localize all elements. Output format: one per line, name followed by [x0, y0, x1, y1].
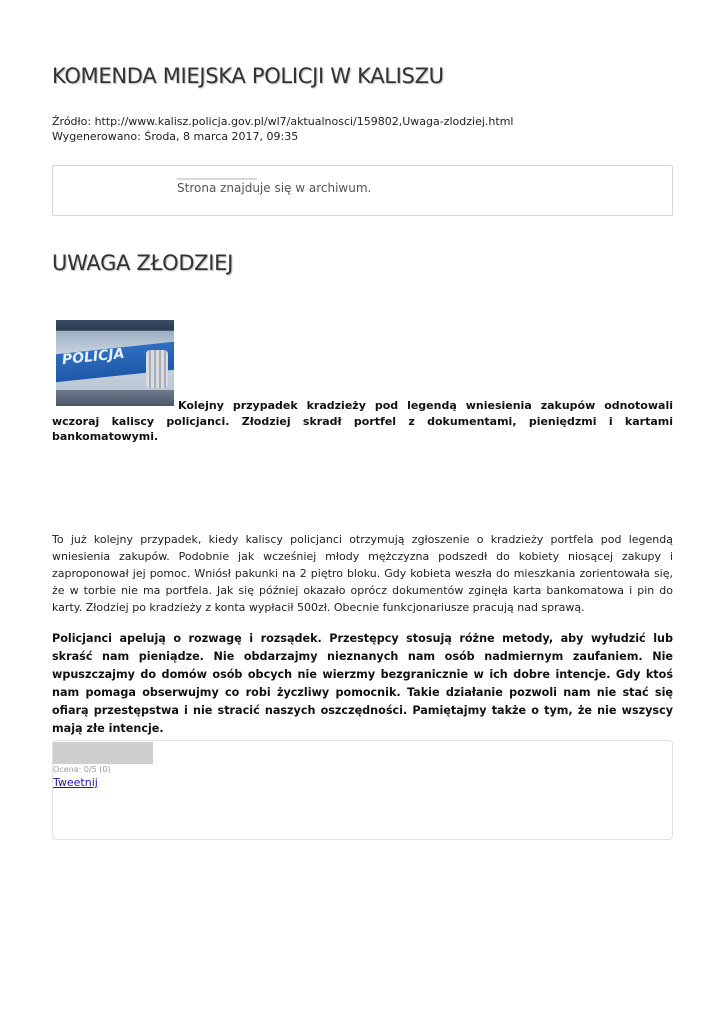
- generated-line: Wygenerowano: Środa, 8 marca 2017, 09:35: [52, 130, 299, 143]
- lead-text: Kolejny przypadek kradzieży pod legendą wniesienia zakupów odnotowali wczoraj kaliscy policjanci. Złodziej skradł portfel z dokumentami, pieniędzmi i kartami bankomatowymi.: [52, 399, 673, 443]
- police-car-photo: [56, 320, 174, 406]
- article-title: UWAGA ZŁODZIEJ: [52, 251, 234, 275]
- photo-bumper: [56, 390, 174, 406]
- article-lead: [52, 320, 673, 445]
- article-body: To już kolejny przypadek, kiedy kaliscy policjanci otrzymują zgłoszenie o kradzieży portfela pod legendą wniesienia zakupów. Podobnie jak wcześniej młody mężczyzna podszedł do kobiety niosącej zakupy i zaproponował jej pomoc. Wniósł pakunki na 2 piętro bloku. Gdy kobieta weszła do mieszkania zorientowała się, że w torbie nie ma portfela. Jak się później okazało oprócz dokumentów zginęła karta bankomatowa i pin do karty. Złodziej po kradzieży z konta wypłacił 500zł. Obecnie funkcjonariusze pracują nad sprawą.: [52, 533, 673, 614]
- article-appeal: Policjanci apelują o rozwagę i rozsądek. Przestępcy stosują różne metody, aby wyłudzić lub skraść nam pieniądze. Nie obdarzajmy nieznanych nam osób nadmiernym zaufaniem. Nie wpuszczajmy do domów osób obcych nie wierzmy bezgranicznie w ich dobre intencje. Gdy ktoś nam pomaga obserwujmy co robi życzliwy pomocnik. Takie działanie pozwoli nam nie stać się ofiarą przestępstwa i nie stracić naszych oszczędności. Pamiętajmy także o tym, że nie wszyscy mają złe intencje.: [52, 632, 673, 735]
- archive-divider: [177, 178, 257, 180]
- rating-box: [52, 740, 673, 840]
- meta-info: [52, 114, 513, 144]
- rating-stars[interactable]: [53, 742, 153, 764]
- source-line: Źródło: http://www.kalisz.policja.gov.pl/wl7/aktualnosci/159802,Uwaga-zlodziej.html: [52, 115, 514, 128]
- photo-lettering: POLICJA: [61, 345, 126, 369]
- rating-score: Ocena: 0/5 (0): [53, 765, 111, 774]
- tweet-link[interactable]: Tweetnij: [53, 776, 98, 789]
- archive-notice: Strona znajduje się w archiwum.: [177, 181, 372, 195]
- archive-notice-box: [52, 165, 673, 216]
- photo-headlight: [146, 350, 168, 388]
- site-title: KOMENDA MIEJSKA POLICJI W KALISZU: [52, 64, 444, 88]
